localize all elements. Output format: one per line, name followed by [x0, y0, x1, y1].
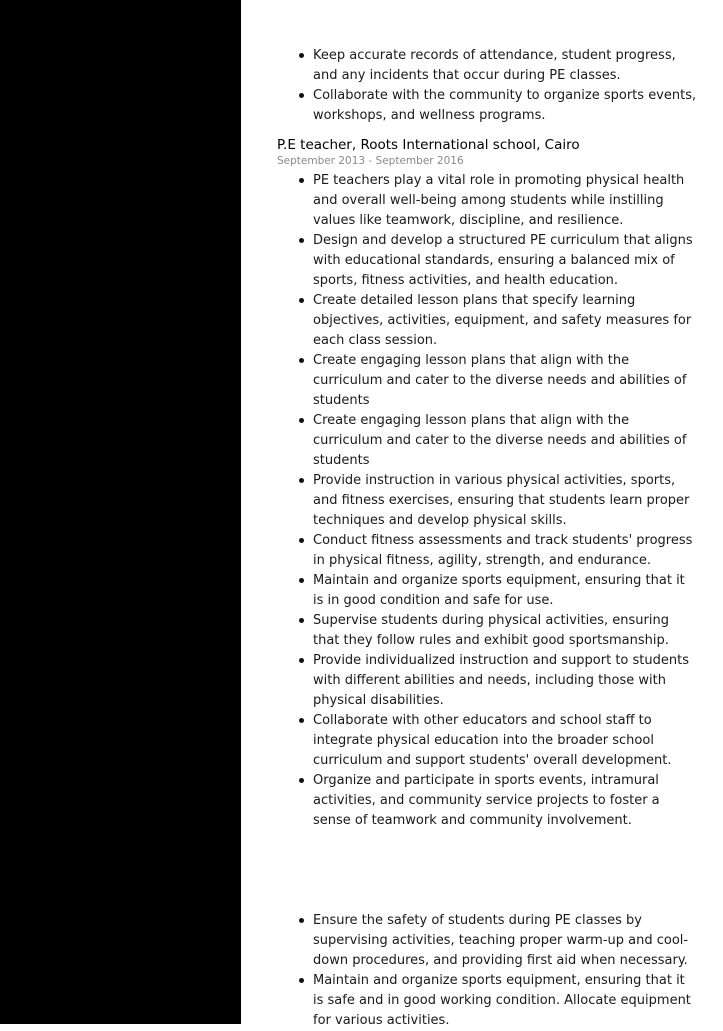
job-responsibilities: [277, 171, 697, 831]
list-item: PE teachers play a vital role in promoting physical health and overall well-being among students while instilling values like teamwork, discipline, and resilience.: [277, 171, 697, 231]
list-item: Conduct fitness assessments and track students' progress in physical fitness, agility, strength, and endurance.: [277, 531, 697, 571]
list-item: Supervise students during physical activities, ensuring that they follow rules and exhibit good sportsmanship.: [277, 611, 697, 651]
list-item: Provide instruction in various physical activities, sports, and fitness exercises, ensuring that students learn proper techniques and develop physical skills.: [277, 471, 697, 531]
additional-responsibilities: [277, 911, 697, 1031]
job-entry: [277, 136, 697, 831]
resume-content: [277, 0, 697, 1031]
list-item: Keep accurate records of attendance, student progress, and any incidents that occur during PE classes.: [277, 46, 697, 86]
list-item: Maintain and organize sports equipment, ensuring that it is safe and in good working condition. Allocate equipment for various activities.: [277, 971, 697, 1031]
list-item: Collaborate with other educators and school staff to integrate physical education into the broader school curriculum and support students' overall development.: [277, 711, 697, 771]
list-item: Design and develop a structured PE curriculum that aligns with educational standards, ensuring a balanced mix of sports, fitness activities, and health education.: [277, 231, 697, 291]
previous-job-responsibilities: [277, 46, 697, 126]
list-item: Organize and participate in sports events, intramural activities, and community service projects to foster a sense of teamwork and community involvement.: [277, 771, 697, 831]
job-dates: September 2013 - September 2016: [277, 155, 464, 167]
list-item: Create detailed lesson plans that specify learning objectives, activities, equipment, and safety measures for each class session.: [277, 291, 697, 351]
job-title: P.E teacher, Roots International school, Cairo: [277, 137, 580, 153]
resume-sidebar: [0, 0, 241, 1024]
list-item: Create engaging lesson plans that align with the curriculum and cater to the diverse needs and abilities of students: [277, 411, 697, 471]
list-item: Ensure the safety of students during PE classes by supervising activities, teaching proper warm-up and cool-down procedures, and providing first aid when necessary.: [277, 911, 697, 971]
list-item: Collaborate with the community to organize sports events, workshops, and wellness programs.: [277, 86, 697, 126]
list-item: Create engaging lesson plans that align with the curriculum and cater to the diverse needs and abilities of students: [277, 351, 697, 411]
list-item: Maintain and organize sports equipment, ensuring that it is in good condition and safe for use.: [277, 571, 697, 611]
list-item: Provide individualized instruction and support to students with different abilities and needs, including those with physical disabilities.: [277, 651, 697, 711]
